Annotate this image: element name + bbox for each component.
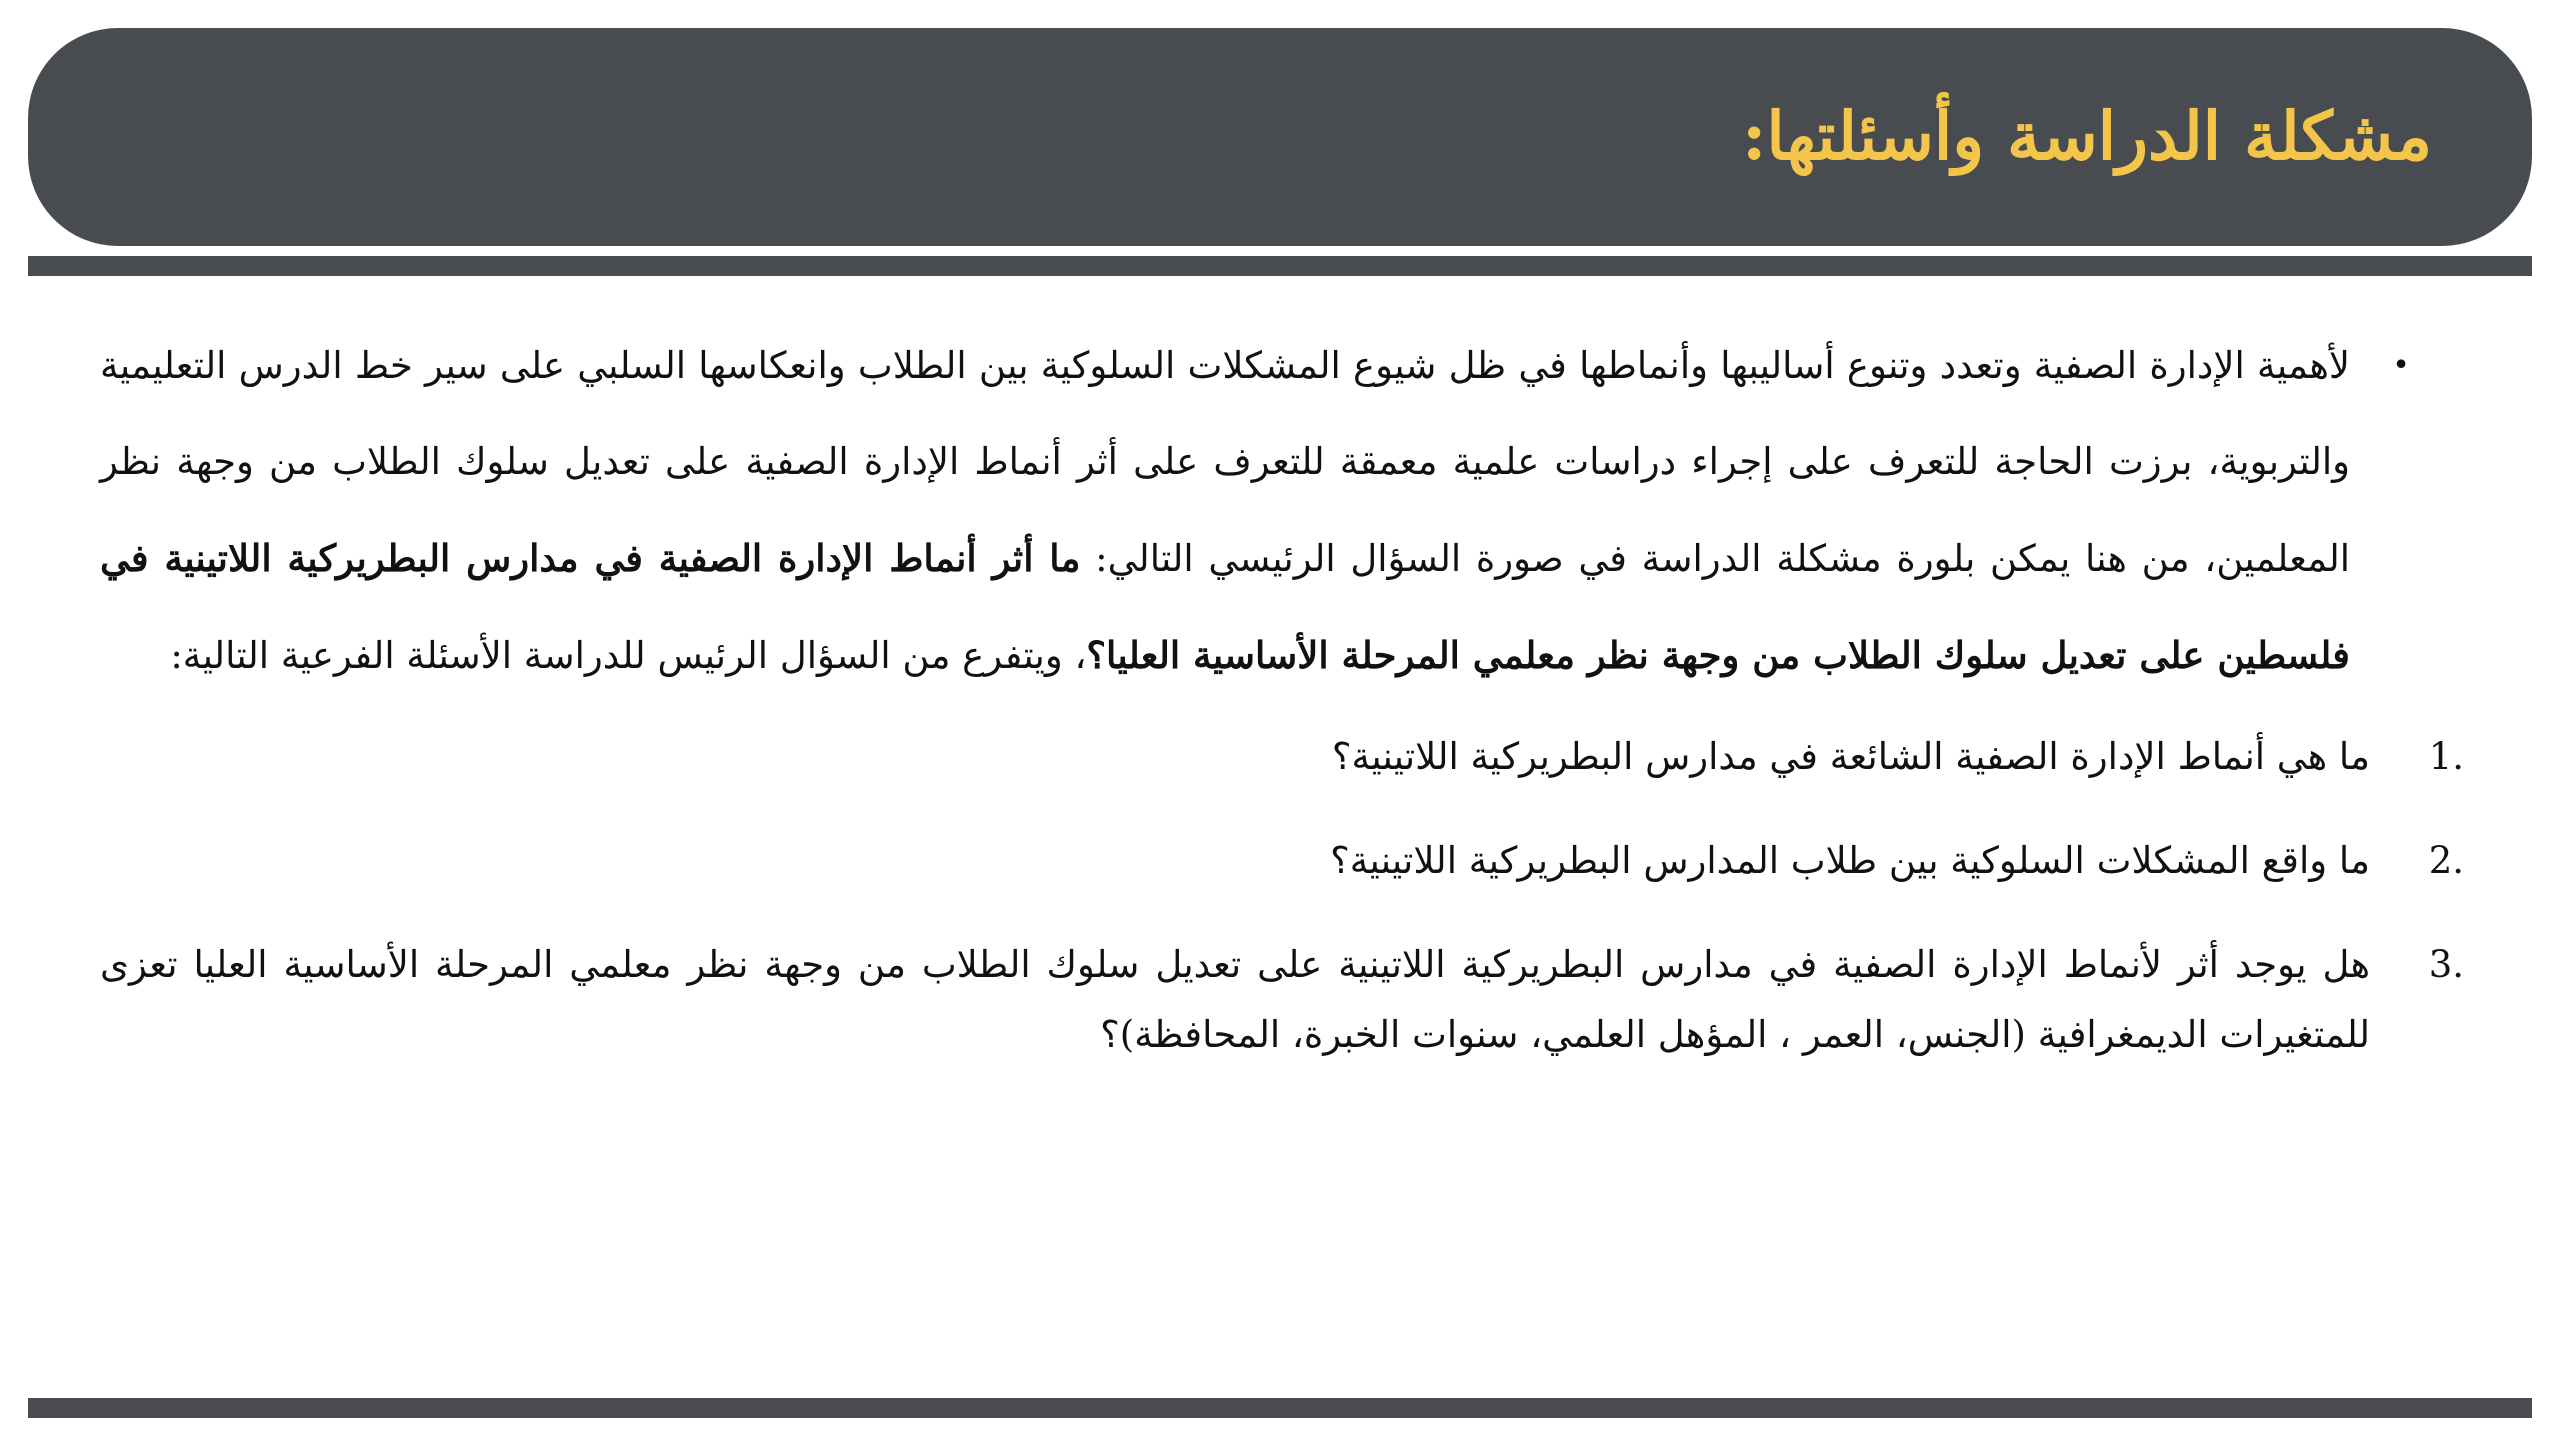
sub-questions-list [100, 722, 2464, 1070]
bullet-point: • [2392, 348, 2410, 383]
list-item [100, 826, 2464, 896]
question-number: 2. [2428, 839, 2464, 882]
intro-text-continuation: ، ويتفرع من السؤال الرئيس للدراسة الأسئلة الفرعية التالية: [170, 634, 1087, 677]
question-text: ما هي أنماط الإدارة الصفية الشائعة في مدارس البطريركية اللاتينية؟ [1331, 735, 2370, 778]
intro-text: لأهمية الإدارة الصفية وتعدد وتنوع أساليبها وأنماطها في ظل شيوع المشكلات السلوكية بين الطلاب وانعكاسها السلبي على سير خط الدرس التعليمية والتربوية، برزت الحاجة للتعرف على إجراء دراسات علمية معمقة للتعرف على أثر أنماط الإدارة الصفية على تعديل سلوك الطلاب من وجهة نظر المعلمين، من هنا يمكن بلورة مشكلة الدراسة في صورة السؤال الرئيسي التالي: [100, 344, 2351, 580]
main-question: ما أثر أنماط الإدارة الصفية في مدارس البطريركية اللاتينية في فلسطين على تعديل سلوك الطلاب من وجهة نظر معلمي المرحلة الأساسية العليا؟ [100, 536, 2350, 677]
question-number: 3. [2428, 943, 2464, 986]
intro-paragraph [100, 318, 2460, 704]
list-item [100, 722, 2464, 792]
question-text: ما واقع المشكلات السلوكية بين طلاب المدارس البطريركية اللاتينية؟ [1330, 839, 2370, 882]
title-banner [28, 28, 2532, 246]
content-area [100, 318, 2464, 1104]
page-title: مشكلة الدراسة وأسئلتها: [1742, 97, 2432, 175]
question-number: 1. [2428, 735, 2464, 778]
bottom-divider [28, 1398, 2532, 1418]
question-text: هل يوجد أثر لأنماط الإدارة الصفية في مدارس البطريركية اللاتينية على تعديل سلوك الطلاب من وجهة نظر معلمي المرحلة الأساسية العليا تعزى للمتغيرات الديمغرافية (الجنس، العمر ، المؤهل العلمي، سنوات الخبرة، المحافظة)؟ [100, 943, 2370, 1056]
top-divider [28, 256, 2532, 276]
list-item [100, 930, 2464, 1070]
